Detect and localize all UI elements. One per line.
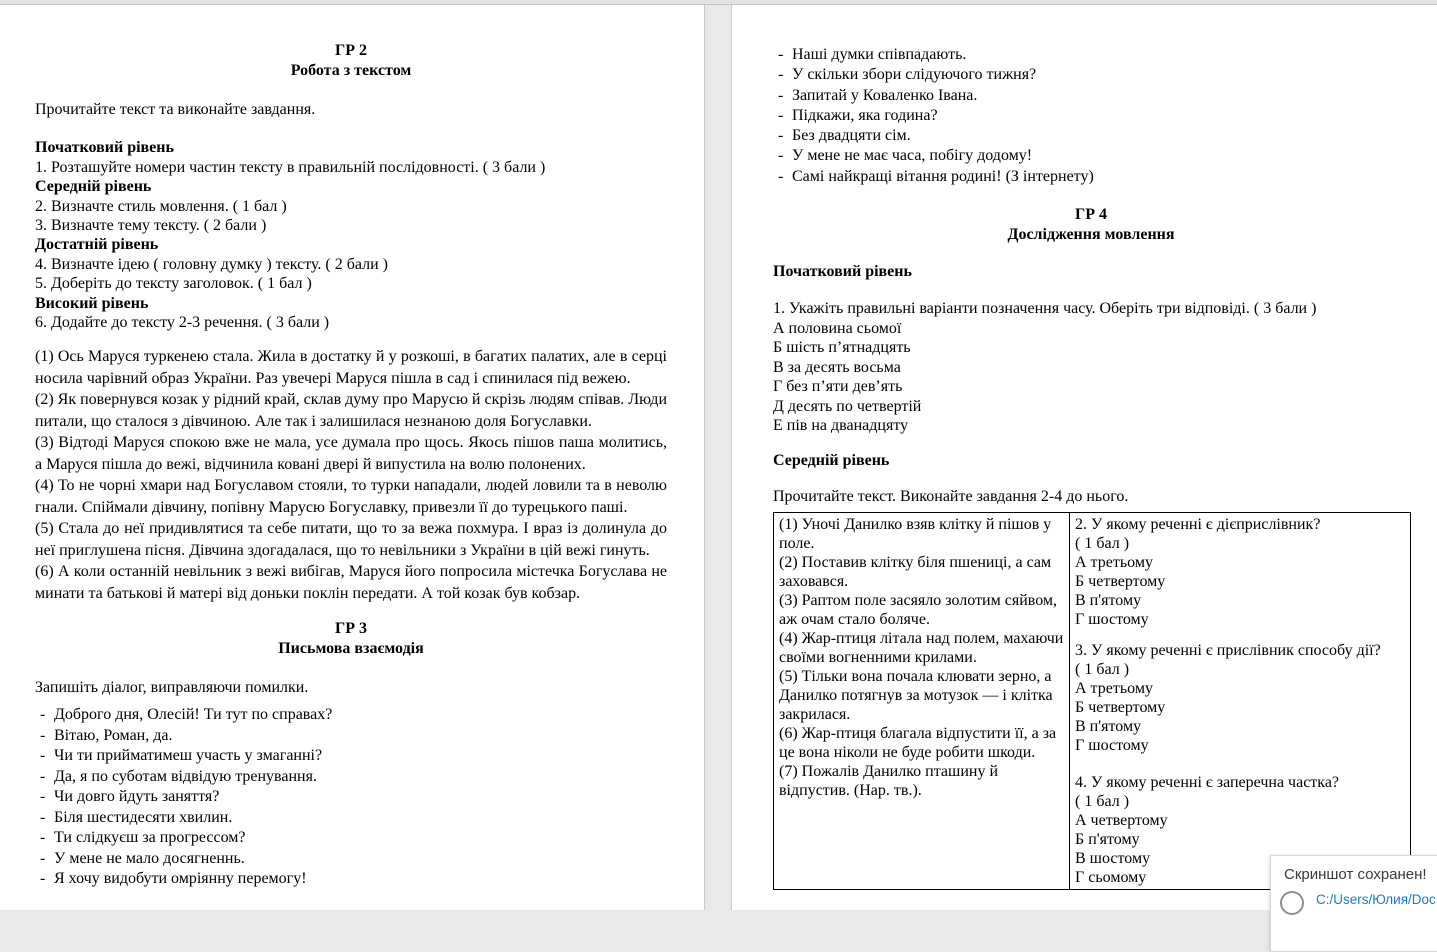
app-circle-icon bbox=[1280, 891, 1304, 915]
dialogue-line bbox=[35, 767, 667, 788]
gr2-intro: Прочитайте текст та виконайте завдання. bbox=[35, 100, 316, 118]
question-block bbox=[1075, 515, 1405, 629]
gr2-subtitle: Робота з текстом bbox=[290, 61, 412, 79]
option-item: А половина сьомої bbox=[773, 319, 902, 337]
option-item: В п'ятому bbox=[1075, 718, 1142, 736]
story-paragraph: (3) Відтоді Маруся спокою вже не мала, усе думала про щось. Якось пішов паша молитись, а Маруся пішла до вежі, відчинила ковані двері й випустила на волю полонених. bbox=[35, 434, 667, 473]
option-item: Б п'ятому bbox=[1075, 831, 1140, 849]
dialogue-line bbox=[35, 787, 667, 808]
option-item: Б четвертому bbox=[1075, 573, 1166, 591]
dialogue-dash: - bbox=[40, 870, 46, 888]
level-heading: Середній рівень bbox=[773, 452, 890, 470]
dialogue-line bbox=[773, 167, 1409, 187]
level-heading: Початковий рівень bbox=[773, 263, 912, 281]
gr3-header bbox=[35, 619, 667, 658]
dialogue-text: Запитай у Коваленко Івана. bbox=[792, 86, 978, 104]
task-item: 4. Визначте ідею ( головну думку ) тексту. ( 2 бали ) bbox=[35, 255, 389, 273]
dialogue-text: У скільки збори слідуючого тижня? bbox=[792, 66, 1037, 84]
document-page-right bbox=[731, 5, 1437, 910]
option-item: А третьому bbox=[1075, 554, 1153, 572]
question-block bbox=[1075, 641, 1405, 755]
question-text: 3. У якому реченні є прислівник способу дії? bbox=[1075, 642, 1381, 660]
dialogue-dash: - bbox=[778, 147, 784, 165]
dialogue-text: Вітаю, Роман, да. bbox=[54, 726, 173, 744]
dialogue-line bbox=[35, 726, 667, 747]
option-item: А третьому bbox=[1075, 680, 1153, 698]
option-item: Г шостому bbox=[1075, 737, 1149, 755]
task-item: 6. Додайте до тексту 2-3 речення. ( 3 бали ) bbox=[35, 314, 330, 332]
dialogue-line bbox=[773, 146, 1409, 166]
dialogue-dash: - bbox=[778, 66, 784, 84]
dialogue-text: Самі найкращі вітання родині! (З інтернету) bbox=[792, 167, 1094, 185]
page-left-content bbox=[0, 5, 704, 890]
option-item: Б шість п’ятнадцять bbox=[773, 339, 911, 357]
dialogue-dash: - bbox=[778, 86, 784, 104]
task-item: 1. Розташуйте номери частин тексту в правильній послідовності. ( 3 бали ) bbox=[35, 158, 546, 176]
gr3-intro: Запишіть діалог, виправляючи помилки. bbox=[35, 678, 309, 696]
story-text bbox=[35, 346, 667, 604]
gr2-task-list bbox=[35, 138, 667, 332]
gr2-title: ГР 2 bbox=[335, 42, 367, 59]
option-item: В за десять восьма bbox=[773, 358, 901, 376]
cell-paragraph: (4) Жар-птиця літала над полем, махаючи своїми вогненними крилами. bbox=[779, 630, 1064, 667]
document-page-left bbox=[0, 5, 705, 910]
option-item: В шостому bbox=[1075, 850, 1151, 868]
dialogue-text: Біля шестидесяти хвилин. bbox=[54, 808, 233, 826]
dialogue-dash: - bbox=[778, 167, 784, 185]
dialogue-line bbox=[35, 849, 667, 870]
task-item: 1. Укажіть правильні варіанти позначення часу. Оберіть три відповіді. ( 3 бали ) bbox=[773, 300, 1317, 318]
level-heading: Середній рівень bbox=[35, 178, 152, 196]
gr4-subtitle: Дослідження мовлення bbox=[1007, 225, 1175, 243]
option-item: Е пів на дванадцяту bbox=[773, 416, 909, 434]
dialogue-line bbox=[35, 705, 667, 726]
level-heading: Початковий рівень bbox=[35, 139, 174, 157]
dialogue-right bbox=[773, 45, 1409, 187]
option-item: А четвертому bbox=[1075, 812, 1168, 830]
level-heading: Високий рівень bbox=[35, 294, 149, 312]
dialogue-dash: - bbox=[40, 829, 46, 847]
dialogue-text: У мене не мало досягненнь. bbox=[54, 849, 245, 867]
question-text: 2. У якому реченні є дієприслівник? bbox=[1075, 516, 1321, 534]
gr4-title: ГР 4 bbox=[1075, 206, 1107, 224]
dialogue-dash: - bbox=[778, 46, 784, 63]
task-item: 3. Визначте тему тексту. ( 2 бали ) bbox=[35, 217, 267, 235]
option-item: Б четвертому bbox=[1075, 699, 1166, 717]
dialogue-dash: - bbox=[40, 706, 46, 724]
question-text: 4. У якому реченні є заперечна частка? bbox=[1075, 774, 1340, 792]
dialogue-line bbox=[35, 828, 667, 849]
dialogue-text: Я хочу видобути омріянну перемогу! bbox=[54, 870, 307, 888]
dialogue-left bbox=[35, 705, 667, 890]
story-paragraph: (6) А коли останній невільник з вежі вибігав, Маруся його попросила містечка Богуслава не минати та батькові й матері від доньки поклін передати. А той козак був кобзар. bbox=[35, 563, 667, 602]
cell-paragraph: (2) Поставив клітку біля пшениці, а сам заховався. bbox=[779, 554, 1052, 591]
dialogue-text: Да, я по суботам відвідую тренування. bbox=[54, 767, 317, 785]
dialogue-text: Без двадцяти сім. bbox=[792, 127, 911, 145]
task-item: 2. Визначте стиль мовлення. ( 1 бал ) bbox=[35, 197, 287, 215]
dialogue-line bbox=[35, 808, 667, 829]
cell-paragraph: (6) Жар-птиця благала відпустити її, а за це вона ніколи не буде робити шкоди. bbox=[779, 725, 1057, 762]
cell-paragraph: (3) Раптом поле засяяло золотим сяйвом, аж очам стало боляче. bbox=[779, 592, 1058, 629]
table-cell-text bbox=[774, 513, 1070, 890]
notification-toast[interactable] bbox=[1270, 855, 1437, 952]
dialogue-text: Наші думки співпадають. bbox=[792, 46, 967, 63]
option-item: Г сьомому bbox=[1075, 869, 1147, 887]
dialogue-dash: - bbox=[40, 788, 46, 806]
dialogue-line bbox=[773, 45, 1409, 65]
exercise-table bbox=[773, 512, 1411, 890]
story-paragraph: (2) Як повернувся козак у рідний край, склав думу про Марусю й скрізь людям співав. Люди питали, що сталося з дівчиною. Але так і залишилася незнаною доля Богуславки. bbox=[35, 391, 667, 430]
gr3-subtitle: Письмова взаємодія bbox=[278, 639, 424, 657]
dialogue-text: Чи довго йдуть заняття? bbox=[54, 788, 220, 806]
level-heading: Достатній рівень bbox=[35, 236, 159, 254]
dialogue-dash: - bbox=[778, 106, 784, 124]
option-item: Г без п’яти дев’ять bbox=[773, 378, 903, 396]
question-score: ( 1 бал ) bbox=[1075, 535, 1130, 553]
dialogue-text: Доброго дня, Олесій! Ти тут по справах? bbox=[54, 706, 333, 724]
task1-options bbox=[773, 319, 1409, 435]
gr4-header bbox=[773, 205, 1409, 244]
option-item: Д десять по четвертій bbox=[773, 397, 922, 415]
story-paragraph: (5) Стала до неї придивлятися та себе питати, що то за вежа похмура. І враз із долинула до неї приглушена пісня. Дівчина здогадалася, що то невільники з України в цій вежі гинуть. bbox=[35, 520, 667, 559]
cell-paragraph: (7) Пожалів Данилко пташину й відпустив. (Нар. тв.). bbox=[779, 763, 999, 800]
dialogue-text: Чи ти прийматимеш участь у змаганні? bbox=[54, 747, 323, 765]
screenshot-path-link[interactable]: C:/Users/Юлия/Doc bbox=[1316, 892, 1436, 907]
option-item: Г шостому bbox=[1075, 611, 1149, 629]
dialogue-text: Підкажи, яка година? bbox=[792, 106, 938, 124]
question-score: ( 1 бал ) bbox=[1075, 661, 1130, 679]
table-cell-questions bbox=[1070, 513, 1411, 890]
dialogue-dash: - bbox=[40, 808, 46, 826]
dialogue-dash: - bbox=[40, 849, 46, 867]
dialogue-line bbox=[35, 746, 667, 767]
task-item: 5. Доберіть до тексту заголовок. ( 1 бал ) bbox=[35, 275, 312, 293]
story-paragraph: (4) То не чорні хмари над Богуславом стояли, то турки нападали, людей ловили та в неволю гнали. Спіймали дівчину, попівну Марусю Богуславку, привезли її до турецького паші. bbox=[35, 477, 667, 516]
notification-title: Скриншот сохранен! bbox=[1284, 866, 1427, 883]
dialogue-text: У мене не має часа, побігу додому! bbox=[792, 147, 1033, 165]
dialogue-line bbox=[773, 126, 1409, 146]
dialogue-dash: - bbox=[40, 767, 46, 785]
table-row bbox=[774, 513, 1411, 890]
dialogue-line bbox=[773, 106, 1409, 126]
dialogue-line bbox=[773, 65, 1409, 85]
story-paragraph: (1) Ось Маруся туркенею стала. Жила в достатку й у розкоші, в багатих палатих, але в серці носила чарівний образ України. Раз увечері Маруся пішла в сад і спинилася під вежею. bbox=[35, 348, 667, 387]
dialogue-text: Ти слідкуєш за прогрессом? bbox=[54, 829, 246, 847]
dialogue-dash: - bbox=[40, 726, 46, 744]
cell-paragraph: (1) Уночі Данилко взяв клітку й пішов у поле. bbox=[779, 516, 1052, 553]
page-right-content bbox=[732, 5, 1437, 890]
option-item: В п'ятому bbox=[1075, 592, 1142, 610]
cell-paragraph: (5) Тільки вона почала клювати зерно, а Данилко потягнув за мотузок — і клітка закрилася. bbox=[779, 668, 1053, 724]
dialogue-dash: - bbox=[40, 747, 46, 765]
gr3-title: ГР 3 bbox=[335, 620, 367, 638]
dialogue-line bbox=[773, 86, 1409, 106]
question-score: ( 1 бал ) bbox=[1075, 793, 1130, 811]
table-intro: Прочитайте текст. Виконайте завдання 2-4 до нього. bbox=[773, 487, 1129, 505]
dialogue-line bbox=[35, 869, 667, 890]
dialogue-dash: - bbox=[778, 127, 784, 145]
